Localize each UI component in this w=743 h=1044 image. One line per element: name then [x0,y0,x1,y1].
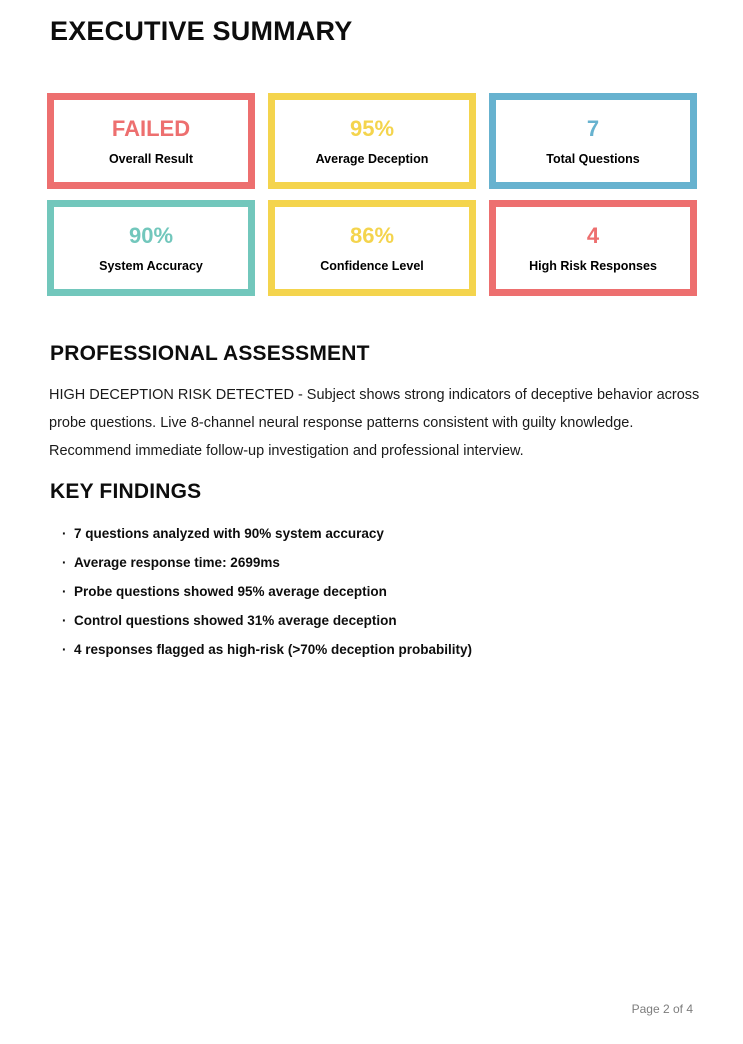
stat-card-high-risk-responses [489,200,697,296]
stat-label: Confidence Level [320,258,424,273]
assessment-section-heading: PROFESSIONAL ASSESSMENT [50,342,370,365]
findings-list [62,519,472,664]
stat-label: System Accuracy [99,258,203,273]
stat-label: Total Questions [546,151,640,166]
stat-card-system-accuracy [47,200,255,296]
stat-value: 4 [586,222,600,248]
stat-cards-grid [47,93,697,296]
findings-section-heading: KEY FINDINGS [50,480,202,503]
stat-value: 95% [349,115,395,141]
finding-item: · 4 responses flagged as high-risk (>70% deception probability) [62,635,472,664]
finding-item: · Probe questions showed 95% average deception [62,577,472,606]
stat-card-total-questions [489,93,697,189]
stat-value: 7 [586,115,600,141]
stat-label: Average Deception [315,151,429,166]
page-number: Page 2 of 4 [631,1002,693,1016]
stat-value: 86% [349,222,395,248]
stat-card-overall-result [47,93,255,189]
stat-label: High Risk Responses [529,258,657,273]
finding-item: · Average response time: 2699ms [62,548,472,577]
stat-card-confidence-level [268,200,476,296]
stat-label: Overall Result [108,151,194,166]
stat-value: 90% [128,222,174,248]
finding-item: · 7 questions analyzed with 90% system accuracy [62,519,472,548]
stat-value: FAILED [111,115,191,141]
assessment-body-text: HIGH DECEPTION RISK DETECTED - Subject shows strong indicators of deceptive behavior across probe questions. Live 8-channel neural response patterns consistent with guilty knowledge. Recommend immediate follow-up investigation and professional interview. [49,387,700,459]
page-title: EXECUTIVE SUMMARY [50,16,353,46]
stat-card-average-deception [268,93,476,189]
finding-item: · Control questions showed 31% average deception [62,606,472,635]
